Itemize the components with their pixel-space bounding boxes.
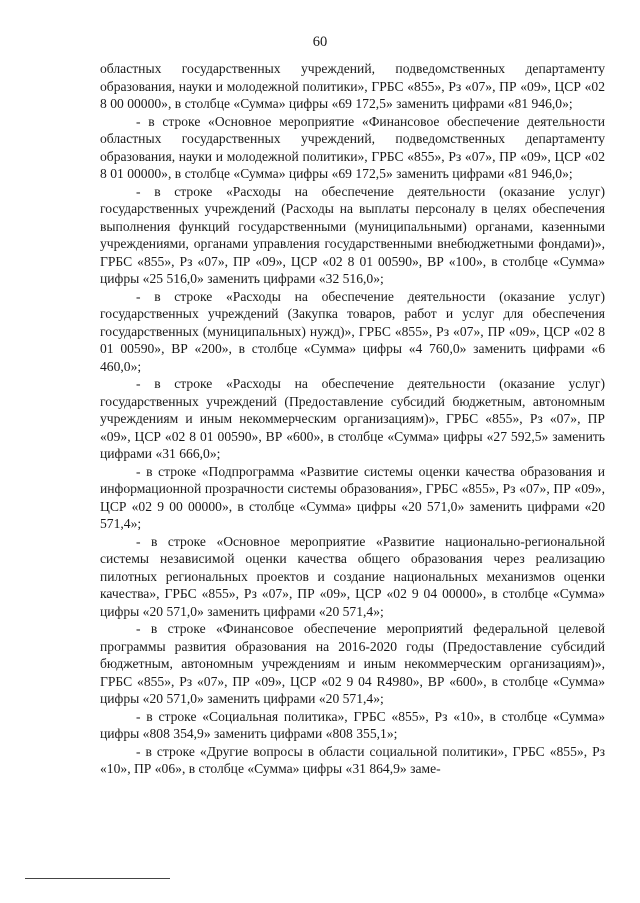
paragraph-amendment: - в строке «Подпрограмма «Развитие системы оценки качества образования и информационной прозрачности системы образования», ГРБС «855», Рз «07», ПР «09», ЦСР «02 9 00 00000», в столбце «Сумма» цифры «20 571,0» заменить цифрами «20 571,4»;: [100, 463, 605, 531]
paragraph-amendment: - в строке «Расходы на обеспечение деятельности (оказание услуг) государственных учреждений (Закупка товаров, работ и услуг для обеспечения государственных (муниципальных) нужд)», ГРБС «855», Рз «07», ПР «09», ЦСР «02 8 01 00590», ВР «200», в столбце «Сумма» цифры «4 760,0» заменить цифрами «6 460,0»;: [100, 288, 605, 374]
paragraph-amendment: - в строке «Основное мероприятие «Развитие национально-региональной системы независимой оценки качества общего образования через реализацию пилотных региональных проектов и создание национальных механизмов оценки качества», ГРБС «855», Рз «07», ПР «09», ЦСР «02 9 04 00000», в столбце «Сумма» цифры «20 571,0» заменить цифрами «20 571,4»;: [100, 533, 605, 619]
paragraph-amendment: - в строке «Социальная политика», ГРБС «855», Рз «10», в столбце «Сумма» цифры «808 354,9» заменить цифрами «808 355,1»;: [100, 708, 605, 741]
page-number: 60: [312, 34, 328, 50]
paragraph-amendment: - в строке «Расходы на обеспечение деятельности (оказание услуг) государственных учреждений (Расходы на выплаты персоналу в целях обеспечения выполнения функций государственными (муниципальными) органами, казенными учреждениями, органами управления государственными внебюджетными фондами)», ГРБС «855», Рз «07», ПР «09», ЦСР «02 8 01 00590», ВР «100», в столбце «Сумма» цифры «25 516,0» заменить цифрами «32 516,0»;: [100, 183, 605, 286]
paragraph-amendment: - в строке «Другие вопросы в области социальной политики», ГРБС «855», Рз «10», ПР «06», в столбце «Сумма» цифры «31 864,9» заме-: [100, 743, 605, 776]
paragraph-amendment: - в строке «Расходы на обеспечение деятельности (оказание услуг) государственных учреждений (Предоставление субсидий бюджетным, автономным учреждениям и иным некоммерческим организациям)», ГРБС «855», Рз «07», ПР «09», ЦСР «02 8 01 00590», ВР «600», в столбце «Сумма» цифры «27 592,5» заменить цифрами «31 666,0»;: [100, 376, 605, 461]
paragraph-amendment: - в строке «Финансовое обеспечение мероприятий федеральной целевой программы развития образования на 2016-2020 годы (Предоставление субсидий бюджетным, автономным учреждениям и иным некоммерческим организациям)», ГРБС «855», Рз «07», ПР «09», ЦСР «02 9 04 R4980», ВР «600», в столбце «Сумма» цифры «20 571,0» заменить цифрами «20 571,4»;: [100, 621, 605, 706]
paragraph-amendment: - в строке «Основное мероприятие «Финансовое обеспечение деятельности областных государственных учреждений, подведомственных департаменту образования, науки и молодежной политики», ГРБС «855», Рз «07», ПР «09», ЦСР «02 8 01 00000», в столбце «Сумма» цифры «69 172,5» заменить цифрами «81 946,0»;: [100, 113, 605, 181]
paragraph-continuation: областных государственных учреждений, подведомственных департаменту образования, науки и молодежной политики», ГРБС «855», Рз «07», ПР «09», ЦСР «02 8 00 00000», в столбце «Сумма» цифры «69 172,5» заменить цифрами «81 946,0»;: [100, 61, 605, 111]
footer-divider: [25, 878, 170, 879]
document-body: [100, 60, 605, 778]
